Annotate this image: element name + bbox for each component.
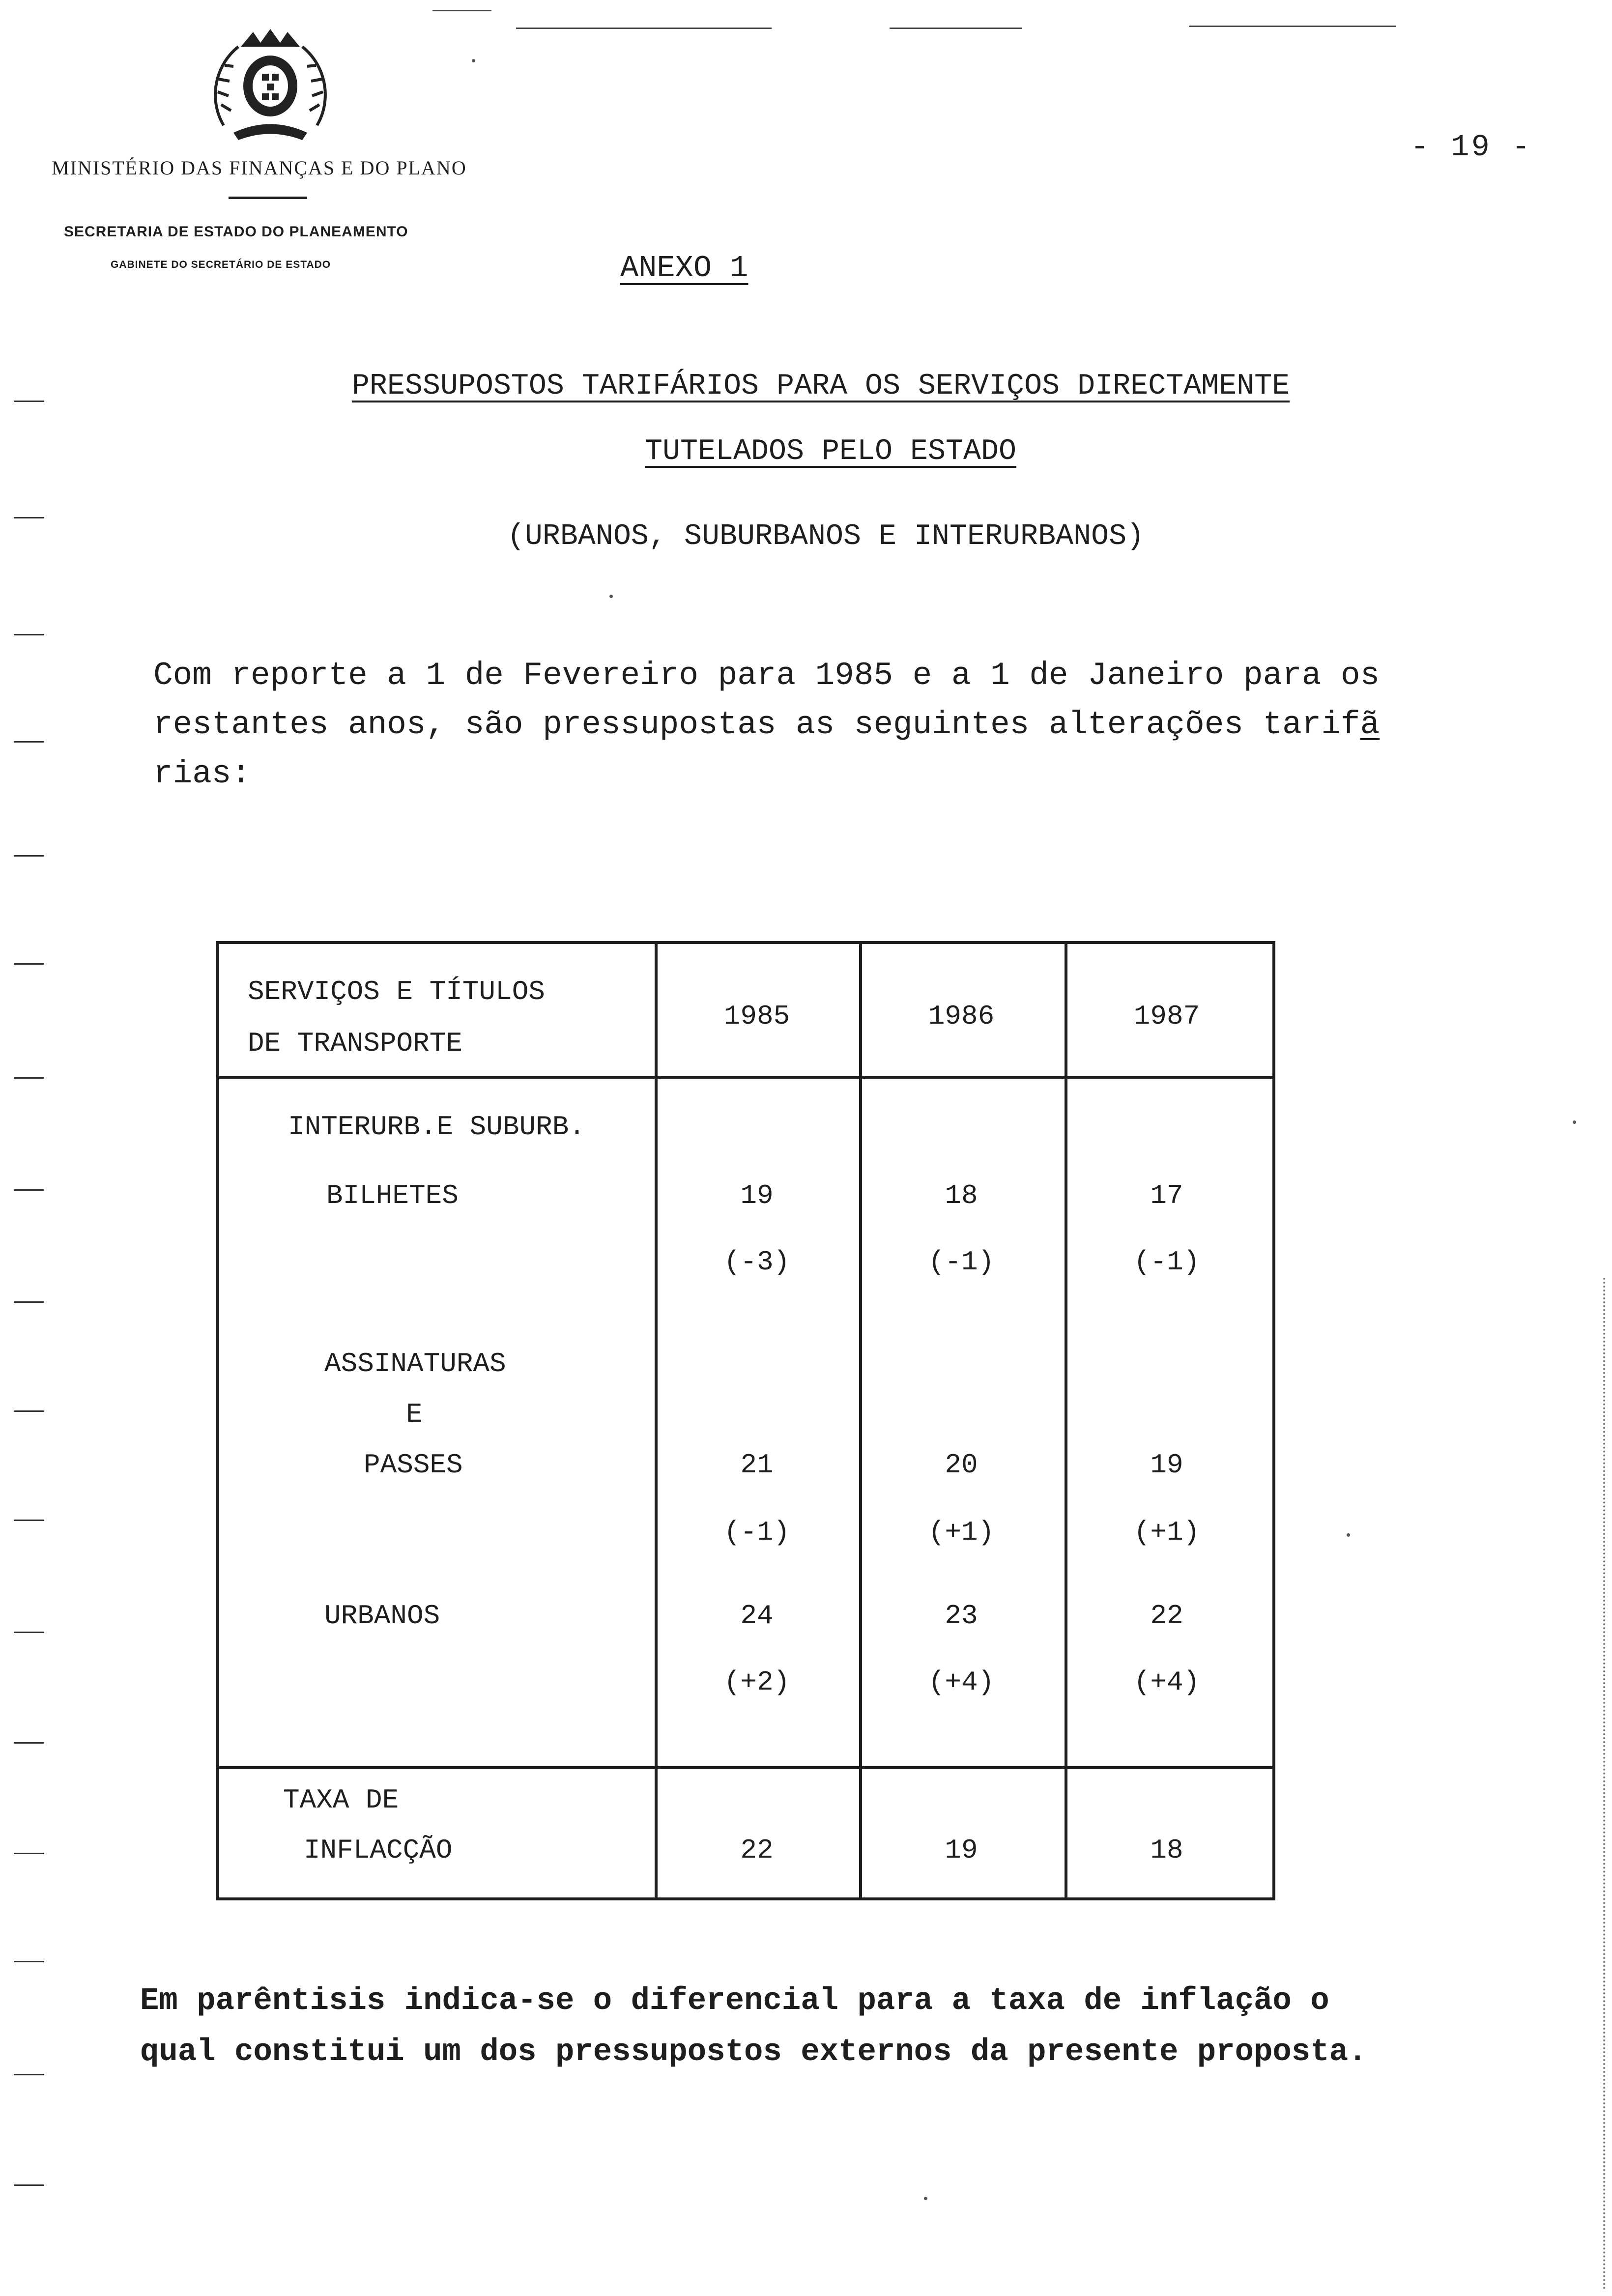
table-header-year-1985: 1985 [723, 1001, 790, 1032]
document-title-line-2: TUTELADOS PELO ESTADO [644, 435, 1017, 468]
row-label-passes: PASSES [364, 1449, 463, 1481]
bilhetes-1987-diff: (-1) [1133, 1246, 1200, 1278]
bilhetes-1985-value: 19 [740, 1180, 774, 1211]
intro-line-2-tail: ã [1360, 706, 1380, 743]
footnote-paragraph [140, 1976, 1467, 2078]
row-label-urbanos: URBANOS [324, 1600, 440, 1632]
bilhetes-1986-diff: (-1) [928, 1246, 995, 1278]
table-footer-divider [219, 1766, 1272, 1769]
urbanos-1987-value: 22 [1150, 1600, 1183, 1632]
gabinete-name: GABINETE DO SECRETÁRIO DE ESTADO [111, 259, 331, 270]
tariff-table [216, 941, 1275, 1900]
table-column-divider [1065, 944, 1067, 1897]
inflation-label-line-2: INFLACÇÃO [304, 1835, 453, 1866]
passes-1987-value: 19 [1150, 1449, 1183, 1481]
urbanos-1987-diff: (+4) [1133, 1666, 1200, 1698]
row-label-assinaturas: ASSINATURAS [324, 1348, 506, 1379]
passes-1986-value: 20 [945, 1449, 978, 1481]
table-header-services-line-2: DE TRANSPORTE [248, 1028, 462, 1059]
inflation-label-line-1: TAXA DE [283, 1784, 399, 1816]
footnote-line-2: qual constitui um dos pressupostos externos da presente proposta. [140, 2035, 1367, 2070]
document-title-line-1: PRESSUPOSTOS TARIFÁRIOS PARA OS SERVIÇOS DIRECTAMENTE [351, 370, 1290, 403]
table-header-divider [219, 1076, 1272, 1079]
annex-title: ANEXO 1 [620, 251, 748, 286]
footnote-line-1: Em parêntisis indica-se o diferencial para a taxa de inflação o [140, 1983, 1329, 2019]
bilhetes-1987-value: 17 [1150, 1180, 1183, 1211]
urbanos-1985-diff: (+2) [723, 1666, 790, 1698]
intro-line-2 [153, 700, 1441, 749]
passes-1985-value: 21 [740, 1449, 774, 1481]
passes-1985-diff: (-1) [723, 1517, 790, 1548]
urbanos-1986-value: 23 [945, 1600, 978, 1632]
intro-line-1: Com reporte a 1 de Fevereiro para 1985 e a 1 de Janeiro para os [153, 657, 1380, 694]
intro-line-2-main: restantes anos, são pressupostas as seguintes alterações tarif [153, 706, 1360, 743]
table-section-interurban: INTERURB.E SUBURB. [288, 1111, 585, 1143]
bilhetes-1985-diff: (-3) [723, 1246, 790, 1278]
table-column-divider [655, 944, 658, 1897]
passes-1987-diff: (+1) [1133, 1517, 1200, 1548]
bilhetes-1986-value: 18 [945, 1180, 978, 1211]
inflation-1985-value: 22 [740, 1835, 774, 1866]
intro-paragraph [153, 651, 1441, 799]
row-label-bilhetes: BILHETES [326, 1180, 459, 1211]
row-label-e: E [406, 1399, 423, 1430]
table-header-year-1987: 1987 [1133, 1001, 1200, 1032]
intro-line-3: rias: [153, 755, 251, 792]
urbanos-1986-diff: (+4) [928, 1666, 995, 1698]
coat-of-arms-icon [204, 27, 337, 145]
page-number: - 19 - [1410, 130, 1532, 165]
passes-1986-diff: (+1) [928, 1517, 995, 1548]
letterhead-divider [229, 197, 307, 199]
ministry-name: MINISTÉRIO DAS FINANÇAS E DO PLANO [52, 157, 467, 179]
table-column-divider [859, 944, 862, 1897]
urbanos-1985-value: 24 [740, 1600, 774, 1632]
table-header-year-1986: 1986 [928, 1001, 995, 1032]
document-subtitle: (URBANOS, SUBURBANOS E INTERURBANOS) [507, 520, 1145, 553]
inflation-1987-value: 18 [1150, 1835, 1183, 1866]
table-header-services-line-1: SERVIÇOS E TÍTULOS [248, 976, 545, 1007]
secretaria-name: SECRETARIA DE ESTADO DO PLANEAMENTO [64, 224, 408, 240]
inflation-1986-value: 19 [945, 1835, 978, 1866]
